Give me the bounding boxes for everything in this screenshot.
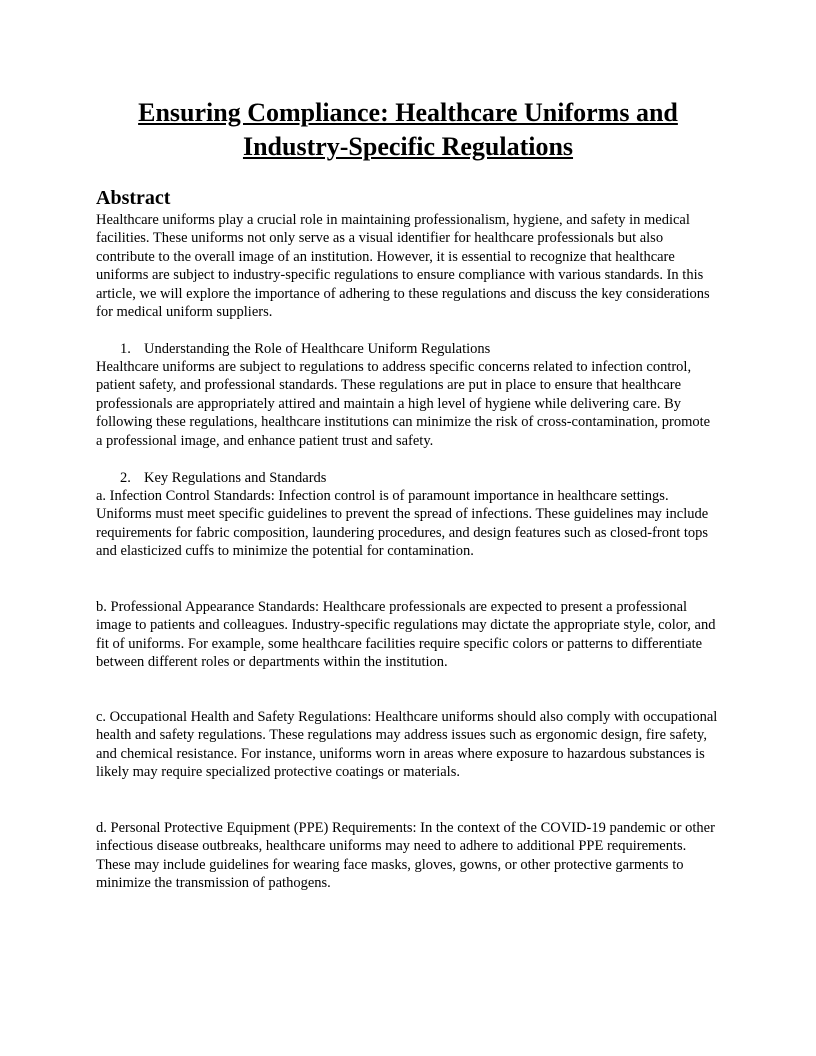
document-title: Ensuring Compliance: Healthcare Uniforms and Industry-Specific Regulations xyxy=(138,98,678,161)
section-2-title: Key Regulations and Standards xyxy=(144,470,327,486)
section-2-item-d: d. Personal Protective Equipment (PPE) Requirements: In the context of the COVID-19 pandemic or other infectious disease outbreaks, healthcare uniforms may need to adhere to additional PPE requirements. These may include guidelines for wearing face masks, gloves, gowns, or other protective garments to minimize the transmission of pathogens. xyxy=(96,820,715,892)
abstract-heading: Abstract xyxy=(96,187,171,209)
section-1-paragraph: Healthcare uniforms are subject to regulations to address specific concerns related to infection control, patient safety, and professional standards. These regulations are put in place to ensure that healthcare professionals are appropriately attired and maintain a high level of hygiene while delivering care. By following these regulations, healthcare institutions can minimize the risk of cross-contamination, promote a professional image, and enhance patient trust and safety. xyxy=(96,359,711,449)
section-1-heading xyxy=(120,340,720,358)
section-2-item-a: a. Infection Control Standards: Infection control is of paramount importance in healthcare settings. Uniforms must meet specific guidelines to prevent the spread of infections. These guidelines may include requirements for fabric composition, laundering procedures, and design features such as closed-front tops and elasticized cuffs to minimize the potential for contamination. xyxy=(96,488,709,560)
abstract-paragraph: Healthcare uniforms play a crucial role in maintaining professionalism, hygiene, and safety in medical facilities. These uniforms not only serve as a visual identifier for healthcare professionals but also contribute to the overall image of an institution. However, it is essential to recognize that healthcare uniforms are subject to industry-specific regulations to ensure compliance with various standards. In this article, we will explore the importance of adhering to these regulations and discuss the key considerations for medical uniform suppliers. xyxy=(96,212,710,321)
section-2-number: 2. xyxy=(120,470,131,486)
section-2-heading xyxy=(120,469,720,487)
section-1-title: Understanding the Role of Healthcare Uniform Regulations xyxy=(144,341,491,357)
section-1-number: 1. xyxy=(120,341,131,357)
section-2-item-c: c. Occupational Health and Safety Regulations: Healthcare uniforms should also comply with occupational health and safety regulations. These regulations may address issues such as ergonomic design, fire safety, and chemical resistance. For instance, uniforms worn in areas where exposure to hazardous substances is likely may require specialized protective coatings or materials. xyxy=(96,709,718,781)
section-2-item-b: b. Professional Appearance Standards: Healthcare professionals are expected to present a professional image to patients and colleagues. Industry-specific regulations may dictate the appropriate style, color, and fit of uniforms. For example, some healthcare facilities require specific colors or patterns to differentiate between different roles or departments within the institution. xyxy=(96,599,716,671)
